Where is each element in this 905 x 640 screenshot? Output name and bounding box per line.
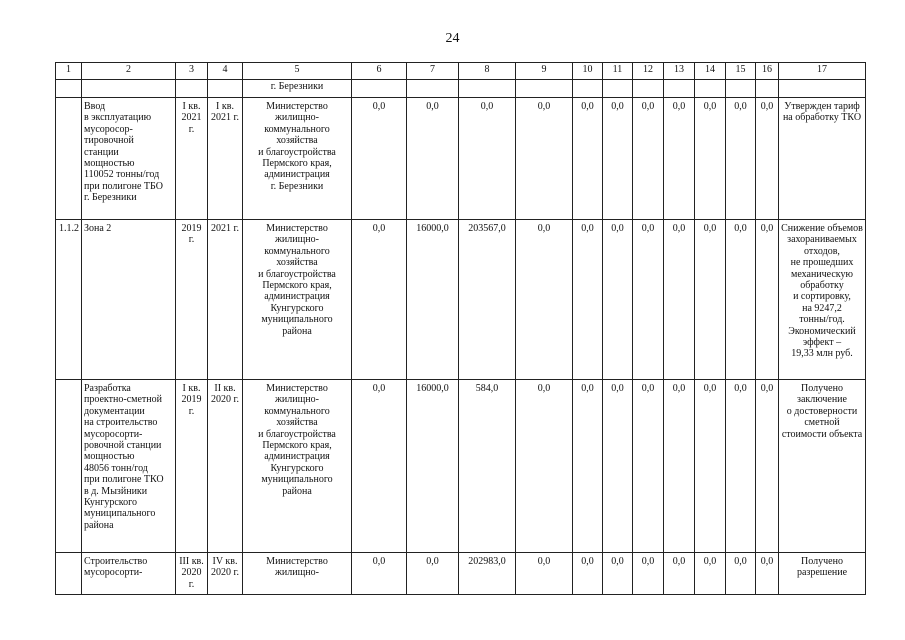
column-number-5: 5: [243, 63, 352, 80]
table-cell: [82, 80, 176, 98]
table-cell: 0,0: [664, 220, 695, 380]
table-row: [56, 553, 866, 595]
table-cell: 0,0: [573, 220, 603, 380]
table-row: [56, 98, 866, 220]
table-cell: [176, 80, 208, 98]
column-number-16: 16: [756, 63, 779, 80]
page-number: 24: [445, 31, 460, 46]
table-cell: 0,0: [695, 380, 726, 553]
table-cell: Получено разрешение: [779, 553, 866, 595]
column-number-10: 10: [573, 63, 603, 80]
table-cell: 0,0: [573, 553, 603, 595]
table-cell: [603, 80, 633, 98]
column-number-12: 12: [633, 63, 664, 80]
table-cell: II кв. 2020 г.: [208, 380, 243, 553]
table-cell: 0,0: [603, 380, 633, 553]
table-cell: 0,0: [726, 98, 756, 220]
table-cell: [573, 80, 603, 98]
table-cell: Ввод в эксплуатацию мусоросор- тировочной станции мощностью 110052 тонны/год при полигоне ТБО г. Березники: [82, 98, 176, 220]
table-cell: 0,0: [664, 98, 695, 220]
table-cell: 0,0: [516, 220, 573, 380]
table-cell: Утвержден тариф на обработку ТКО: [779, 98, 866, 220]
table-cell: Зона 2: [82, 220, 176, 380]
table-cell: 0,0: [516, 380, 573, 553]
table-cell: 0,0: [726, 220, 756, 380]
column-number-17: 17: [779, 63, 866, 80]
table-cell: г. Березники: [243, 80, 352, 98]
table-cell: [56, 80, 82, 98]
table-cell: [407, 80, 459, 98]
table-cell: Получено заключение о достоверности сметной стоимости объекта: [779, 380, 866, 553]
table-cell: 0,0: [664, 380, 695, 553]
table-cell: 0,0: [573, 98, 603, 220]
table-cell: 0,0: [633, 380, 664, 553]
table-cell: 0,0: [603, 98, 633, 220]
column-number-14: 14: [695, 63, 726, 80]
table-cell: 0,0: [407, 553, 459, 595]
table-cell: [56, 380, 82, 553]
table-cell: 584,0: [459, 380, 516, 553]
table-cell: 16000,0: [407, 380, 459, 553]
table-cell: I кв. 2021 г.: [208, 98, 243, 220]
table-cell: 0,0: [633, 553, 664, 595]
table-cell: 2019 г.: [176, 220, 208, 380]
table-cell: [756, 80, 779, 98]
column-number-9: 9: [516, 63, 573, 80]
table-cell: 0,0: [633, 98, 664, 220]
table-cell: [664, 80, 695, 98]
table-cell: 0,0: [352, 380, 407, 553]
table-cell: 0,0: [756, 380, 779, 553]
table-cell: 16000,0: [407, 220, 459, 380]
table-cell: 0,0: [695, 220, 726, 380]
table-cell: 0,0: [756, 553, 779, 595]
column-number-2: 2: [82, 63, 176, 80]
table-cell: 0,0: [726, 380, 756, 553]
table-cell: 0,0: [352, 220, 407, 380]
table-cell: [56, 98, 82, 220]
table-cell: 0,0: [352, 553, 407, 595]
table-cell: 0,0: [695, 553, 726, 595]
table-cell: 0,0: [516, 553, 573, 595]
table-cell: I кв. 2021 г.: [176, 98, 208, 220]
table-cell: Снижение объемов захораниваемых отходов, не прошедших механическую обработку и сортировку, на 9247,2 тонны/год. Экономический эффект – 19,33 млн руб.: [779, 220, 866, 380]
table-cell: 0,0: [573, 380, 603, 553]
table-cell: 0,0: [726, 553, 756, 595]
table-cell: Министерство жилищно-: [243, 553, 352, 595]
column-number-3: 3: [176, 63, 208, 80]
table-cell: [516, 80, 573, 98]
table-cell: 0,0: [664, 553, 695, 595]
table-cell: 0,0: [516, 98, 573, 220]
table-cell: 0,0: [756, 220, 779, 380]
table-row: [56, 80, 866, 98]
column-number-row: [56, 63, 866, 80]
table-cell: [695, 80, 726, 98]
table-row: [56, 220, 866, 380]
program-table: [55, 62, 866, 595]
table-cell: 0,0: [459, 98, 516, 220]
table-cell: Министерство жилищно- коммунального хозяйства и благоустройства Пермского края, администрация Кунгурского муниципального района: [243, 380, 352, 553]
table-cell: I кв. 2019 г.: [176, 380, 208, 553]
column-number-13: 13: [664, 63, 695, 80]
column-number-8: 8: [459, 63, 516, 80]
column-number-1: 1: [56, 63, 82, 80]
table-cell: [726, 80, 756, 98]
table-cell: IV кв. 2020 г.: [208, 553, 243, 595]
table-cell: [208, 80, 243, 98]
table-cell: 0,0: [603, 553, 633, 595]
table-cell: [633, 80, 664, 98]
table-cell: 1.1.2: [56, 220, 82, 380]
table-cell: [352, 80, 407, 98]
table-cell: Министерство жилищно- коммунального хозяйства и благоустройства Пермского края, администрация Кунгурского муниципального района: [243, 220, 352, 380]
table-cell: 0,0: [756, 98, 779, 220]
column-number-6: 6: [352, 63, 407, 80]
table-cell: 0,0: [603, 220, 633, 380]
column-number-4: 4: [208, 63, 243, 80]
table-cell: 0,0: [695, 98, 726, 220]
table-cell: Министерство жилищно- коммунального хозяйства и благоустройства Пермского края, администрация г. Березники: [243, 98, 352, 220]
column-number-11: 11: [603, 63, 633, 80]
table-cell: [459, 80, 516, 98]
table-row: [56, 380, 866, 553]
column-number-15: 15: [726, 63, 756, 80]
table-cell: [56, 553, 82, 595]
table-cell: 0,0: [633, 220, 664, 380]
table-cell: [779, 80, 866, 98]
table-cell: 0,0: [352, 98, 407, 220]
table-cell: 0,0: [407, 98, 459, 220]
table-cell: Строительство мусоросорти-: [82, 553, 176, 595]
table-cell: 203567,0: [459, 220, 516, 380]
table-cell: III кв. 2020 г.: [176, 553, 208, 595]
table-cell: 2021 г.: [208, 220, 243, 380]
table-cell: 202983,0: [459, 553, 516, 595]
table-cell: Разработка проектно-сметной документации на строительство мусоросорти- ровочной станции мощностью 48056 тонн/год при полигоне ТКО в д. Мызйники Кунгурского муниципального района: [82, 380, 176, 553]
column-number-7: 7: [407, 63, 459, 80]
